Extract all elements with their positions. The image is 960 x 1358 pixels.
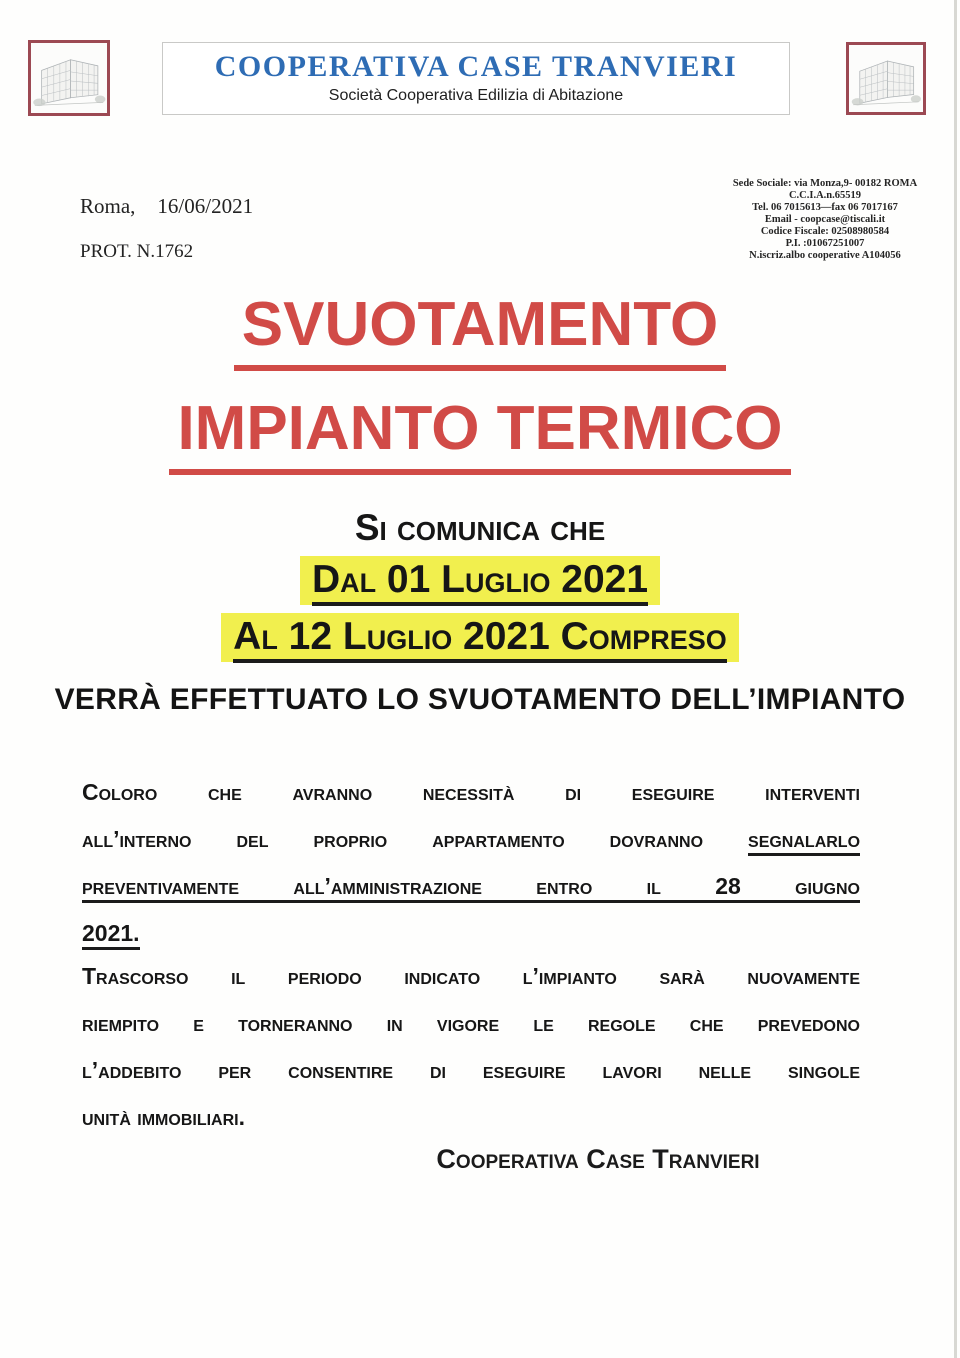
paragraph-line: l’addebito per consentire di eseguire lavori nelle singole xyxy=(82,1057,860,1083)
company-info-block xyxy=(700,178,950,262)
yellow-highlight: Dal 01 Luglio 2021 xyxy=(300,556,660,605)
scan-edge-artifact xyxy=(954,0,957,1358)
highlight-line-end-date xyxy=(0,613,960,662)
info-line: Tel. 06 7015613—fax 06 7017167 xyxy=(752,202,898,213)
signature: Cooperativa Case Tranvieri xyxy=(436,1144,760,1174)
paragraph-line: all’interno del proprio appartamento dovranno segnalarlo xyxy=(82,816,860,863)
building-photo-right xyxy=(846,42,926,115)
place-date-line xyxy=(80,194,253,219)
paragraph-line: preventivamente all’amministrazione entro il 28 giugno xyxy=(82,863,860,910)
paragraph-line: riempito e torneranno in vigore le regole che prevedono xyxy=(82,1010,860,1036)
paragraph-2 xyxy=(82,953,860,1141)
info-line: Sede Sociale: via Monza,9- 00182 ROMA xyxy=(732,178,918,189)
info-line: Codice Fiscale: 02508980584 xyxy=(760,226,890,237)
building-icon xyxy=(849,45,923,112)
statement-line: VERRÀ EFFETTUATO LO SVUOTAMENTO DELL’IMPIANTO xyxy=(54,683,906,716)
paragraph-line: unità immobiliari. xyxy=(82,1104,245,1130)
info-line: C.C.I.A.n.65519 xyxy=(788,190,862,201)
building-photo-left xyxy=(28,40,110,116)
date-value: 16/06/2021 xyxy=(157,194,254,218)
highlight-line-start-date xyxy=(0,556,960,605)
organization-title: COOPERATIVA CASE TRANVIERI xyxy=(214,50,738,83)
header-box xyxy=(162,42,790,115)
yellow-highlight: Al 12 Luglio 2021 Compreso xyxy=(221,613,739,662)
notice-title xyxy=(0,290,960,475)
info-line: P.I. :01067251007 xyxy=(785,238,865,249)
paragraph-line: Coloro che avranno necessità di eseguire interventi xyxy=(82,779,860,805)
building-icon xyxy=(31,43,107,113)
paragraph-line: Trascorso il periodo indicato l’impianto sarà nuovamente xyxy=(82,963,860,989)
paragraph-line: 2021. xyxy=(82,910,860,957)
organization-subtitle: Società Cooperativa Edilizia di Abitazione xyxy=(328,86,624,104)
protocol-number: PROT. N.1762 xyxy=(80,241,194,262)
info-line: Email - coopcase@tiscali.it xyxy=(764,214,886,225)
announcement-intro: Si comunica che xyxy=(354,507,606,548)
place-label: Roma, xyxy=(80,194,136,218)
notice-title-line2: IMPIANTO TERMICO xyxy=(0,398,960,475)
paragraph-1 xyxy=(82,769,860,957)
info-line: N.iscriz.albo cooperative A104056 xyxy=(749,250,901,261)
notice-title-line1: SVUOTAMENTO xyxy=(0,294,960,371)
